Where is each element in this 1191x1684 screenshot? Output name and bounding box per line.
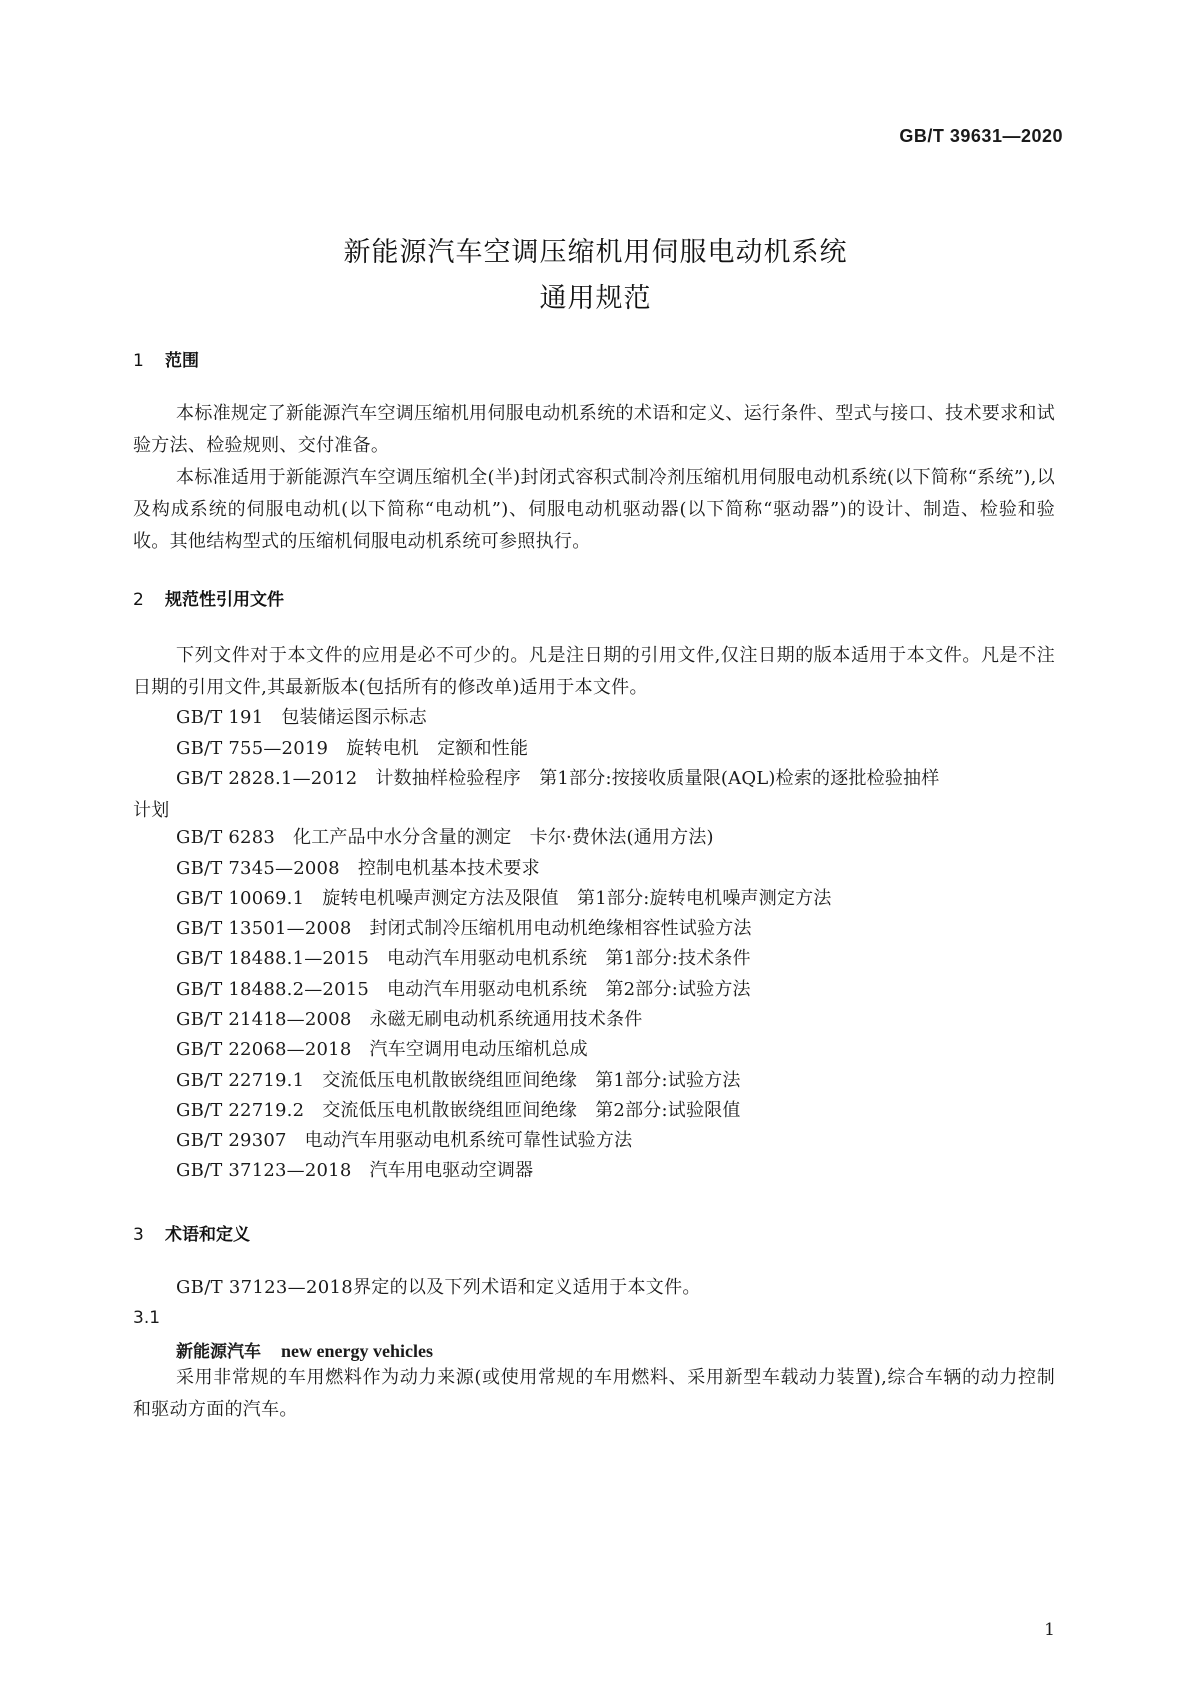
term-definition: 采用非常规的车用燃料作为动力来源(或使用常规的车用燃料、采用新型车载动力装置),综合车辆的动力控制和驱动方面的汽车。 <box>133 1367 1055 1420</box>
reference-item <box>176 702 1056 734</box>
term-name-cn: 新能源汽车 <box>176 1342 261 1362</box>
reference-title: 封闭式制冷压缩机用电动机绝缘相容性试验方法 <box>369 918 752 939</box>
reference-code: GB/T 2828.1—2012 <box>176 768 358 789</box>
reference-item <box>176 974 1056 1006</box>
reference-title: 交流低压电机散嵌绕组匝间绝缘 第1部分:试验方法 <box>322 1070 741 1091</box>
reference-title: 电动汽车用驱动电机系统 第1部分:技术条件 <box>387 948 751 969</box>
term-name-en: new energy vehicles <box>281 1341 433 1361</box>
reference-title: 汽车空调用电动压缩机总成 <box>369 1039 588 1060</box>
reference-title: 永磁无刷电动机系统通用技术条件 <box>369 1009 643 1030</box>
reference-code: GB/T 37123—2018 <box>176 1160 352 1181</box>
reference-item <box>176 1065 1056 1097</box>
reference-code: GB/T 22068—2018 <box>176 1039 352 1060</box>
section-number: 2 <box>133 590 144 610</box>
reference-title-continuation: 计划 <box>133 800 170 821</box>
reference-code: GB/T 21418—2008 <box>176 1009 352 1030</box>
document-title-line2: 通用规范 <box>539 283 652 314</box>
reference-item <box>176 1034 1056 1066</box>
reference-title: 交流低压电机散嵌绕组匝间绝缘 第2部分:试验限值 <box>322 1100 741 1121</box>
reference-item <box>176 883 1056 915</box>
reference-item <box>176 822 1056 854</box>
reference-code: GB/T 22719.2 <box>176 1100 305 1121</box>
reference-title: 包装储运图示标志 <box>281 707 427 728</box>
section-heading-scope <box>133 346 199 371</box>
reference-item <box>176 733 1056 765</box>
reference-code: GB/T 6283 <box>176 827 276 848</box>
section-title: 规范性引用文件 <box>165 590 284 610</box>
reference-title: 旋转电机 定额和性能 <box>346 738 529 759</box>
standard-code: GB/T 39631—2020 <box>899 126 1063 146</box>
reference-title: 控制电机基本技术要求 <box>357 858 540 879</box>
reference-item <box>176 1155 1056 1187</box>
reference-item <box>176 1095 1056 1127</box>
reference-item <box>176 1004 1056 1036</box>
document-title-line1: 新能源汽车空调压缩机用伺服电动机系统 <box>343 237 848 268</box>
paragraph: 本标准适用于新能源汽车空调压缩机全(半)封闭式容积式制冷剂压缩机用伺服电动机系统(以下简称“系统”),以及构成系统的伺服电动机(以下简称“电动机”)、伺服电动机驱动器(以下简称“驱动器”)的设计、制造、检验和验收。其他结构型式的压缩机伺服电动机系统可参照执行。 <box>133 467 1055 552</box>
reference-title: 计数抽样检验程序 第1部分:按接收质量限(AQL)检索的逐批检验抽样 <box>375 768 940 789</box>
term-number: 3.1 <box>133 1308 161 1328</box>
reference-code: GB/T 191 <box>176 707 264 728</box>
reference-item <box>176 943 1056 975</box>
reference-title: 旋转电机噪声测定方法及限值 第1部分:旋转电机噪声测定方法 <box>322 888 832 909</box>
section-heading-terms-and-definitions <box>133 1220 250 1245</box>
reference-code: GB/T 22719.1 <box>176 1070 305 1091</box>
reference-code: GB/T 29307 <box>176 1130 287 1151</box>
section-number: 1 <box>133 351 144 371</box>
section-number: 3 <box>133 1225 144 1245</box>
reference-code: GB/T 18488.2—2015 <box>176 979 370 1000</box>
reference-item <box>176 1125 1056 1157</box>
paragraph: 下列文件对于本文件的应用是必不可少的。凡是注日期的引用文件,仅注日期的版本适用于本文件。凡是不注日期的引用文件,其最新版本(包括所有的修改单)适用于本文件。 <box>133 645 1055 698</box>
paragraph: GB/T 37123—2018界定的以及下列术语和定义适用于本文件。 <box>176 1277 701 1298</box>
page-number: 1 <box>1044 1620 1055 1640</box>
section-heading-normative-references <box>133 585 284 610</box>
reference-title: 电动汽车用驱动电机系统可靠性试验方法 <box>304 1130 633 1151</box>
reference-code: GB/T 10069.1 <box>176 888 305 909</box>
reference-title: 化工产品中水分含量的测定 卡尔·费休法(通用方法) <box>293 827 714 848</box>
term-heading <box>176 1337 433 1362</box>
reference-item <box>176 913 1056 945</box>
reference-code: GB/T 7345—2008 <box>176 858 340 879</box>
reference-code: GB/T 18488.1—2015 <box>176 948 370 969</box>
reference-code: GB/T 755—2019 <box>176 738 329 759</box>
reference-item <box>133 763 1056 827</box>
section-title: 术语和定义 <box>165 1225 250 1245</box>
reference-code: GB/T 13501—2008 <box>176 918 352 939</box>
paragraph: 本标准规定了新能源汽车空调压缩机用伺服电动机系统的术语和定义、运行条件、型式与接口、技术要求和试验方法、检验规则、交付准备。 <box>133 403 1055 456</box>
reference-title: 汽车用电驱动空调器 <box>369 1160 534 1181</box>
reference-title: 电动汽车用驱动电机系统 第2部分:试验方法 <box>387 979 751 1000</box>
section-title: 范围 <box>165 351 199 371</box>
reference-item <box>176 853 1056 885</box>
